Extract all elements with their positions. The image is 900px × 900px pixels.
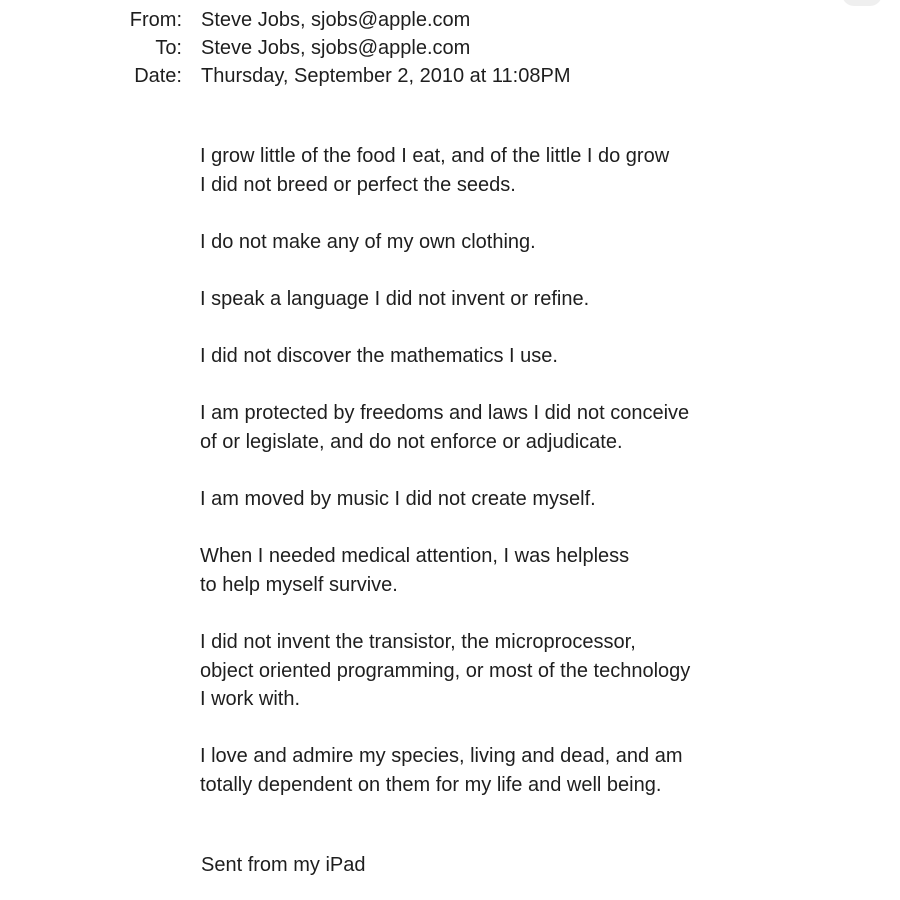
email-signature: Sent from my iPad [201, 854, 366, 876]
email-header [0, 6, 900, 90]
body-paragraph: I love and admire my species, living and dead, and am totally dependent on them for my life and well being. [200, 745, 683, 797]
body-paragraph: I did not invent the transistor, the microprocessor, object oriented programming, or most of the technology I work with. [200, 631, 691, 711]
date-row [0, 62, 900, 90]
body-paragraph: I am moved by music I did not create myself. [200, 488, 596, 511]
email-body [200, 142, 820, 828]
body-paragraph: I grow little of the food I eat, and of the little I do grow I did not breed or perfect the seeds. [200, 145, 670, 196]
date-label: Date: [134, 65, 182, 87]
date-value: Thursday, September 2, 2010 at 11:08PM [201, 65, 571, 87]
from-value: Steve Jobs, sjobs@apple.com [201, 9, 471, 31]
from-row [0, 6, 900, 34]
to-value: Steve Jobs, sjobs@apple.com [201, 37, 471, 59]
from-label: From: [129, 9, 182, 31]
body-paragraph: I am protected by freedoms and laws I did not conceive of or legislate, and do not enforce or adjudicate. [200, 402, 690, 453]
body-paragraph: I do not make any of my own clothing. [200, 230, 536, 253]
to-row [0, 34, 900, 62]
body-paragraph: I speak a language I did not invent or refine. [200, 287, 590, 310]
body-paragraph: When I needed medical attention, I was helpless to help myself survive. [200, 545, 630, 596]
body-paragraph: I did not discover the mathematics I use. [200, 345, 558, 368]
to-label: To: [155, 37, 182, 59]
